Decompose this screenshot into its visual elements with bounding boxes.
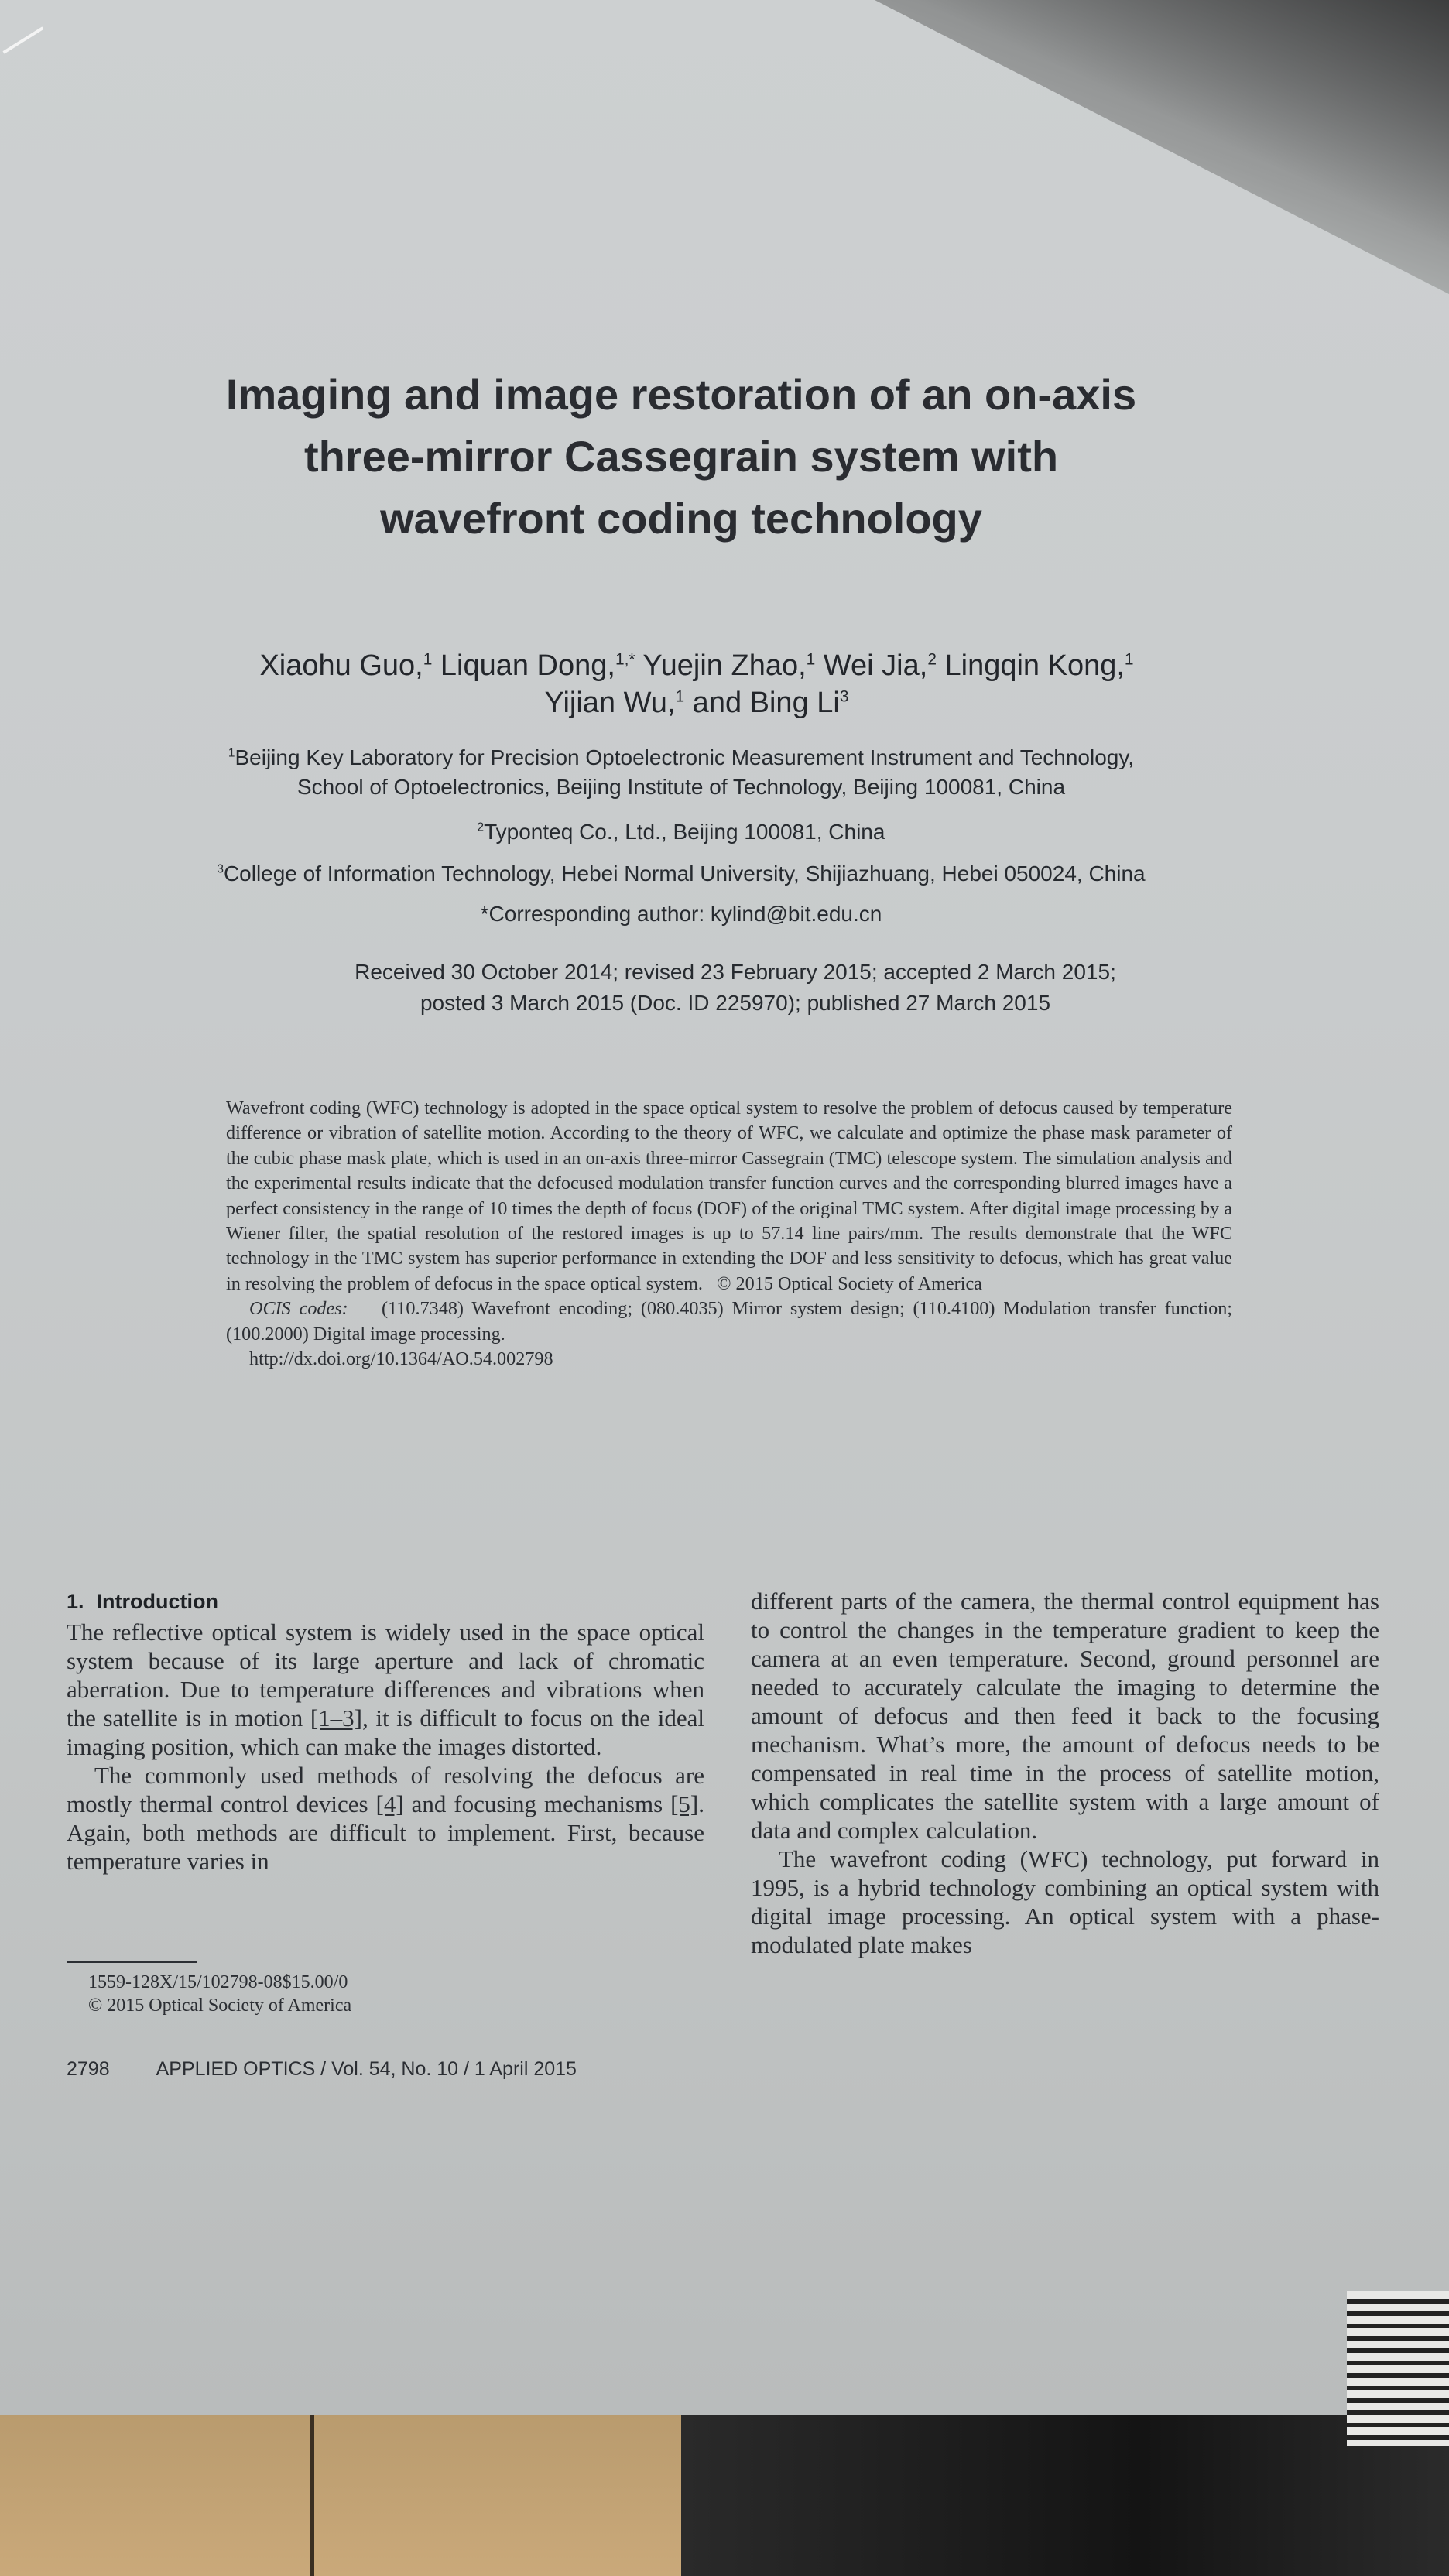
affiliation-marker: 2 (927, 650, 937, 669)
desk-dark-object (681, 2415, 1449, 2576)
title-line: wavefront coding technology (380, 494, 982, 543)
footnote-line: © 2015 Optical Society of America (88, 1995, 352, 2016)
abstract-text: Wavefront coding (WFC) technology is adopted in the space optical system to resolve the problem of defocus caused by temperature difference or vibration of satellite motion. According to the theory of WFC, we calculate and optimize the phase mask parameter of the cubic phase mask plate, which is used in an on-axis three-mirror Cassegrain (TMC) telescope system. The simulation analysis and the experimental results indicate that the defocused modulation transfer function curves and the corresponding blurred images have a perfect consistency in the range of 10 times the depth of focus (DOF) of the original TMC system. After digital image processing by a Wiener filter, the spatial resolution of the restored images is up to 57.14 line pairs/mm. The results demonstrate that the WFC technology in the TMC system has superior performance in extending the DOF and less sensitivity to defocus, which has great value in resolving the problem of defocus in the space optical system. (226, 1098, 1232, 1294)
ocis-label: OCIS codes: (249, 1298, 348, 1320)
paper-stack-edges (1347, 2291, 1449, 2446)
author-list (116, 647, 1277, 721)
section-title: Introduction (96, 1590, 218, 1613)
paragraph-text: and focusing mechanisms (403, 1790, 671, 1817)
abstract (226, 1096, 1232, 1372)
intro-paragraph-2 (67, 1761, 704, 1875)
affiliation-marker: 1 (228, 746, 235, 760)
affiliation-marker: 1 (806, 650, 816, 669)
history-line: posted 3 March 2015 (Doc. ID 225970); published 27 March 2015 (420, 991, 1051, 1015)
intro-paragraph-3: The wavefront coding (WFC) technology, put forward in 1995, is a hybrid technology combining an optical system with digital image processing. An optical system with a phase-modulated plate makes (751, 1845, 1379, 1958)
paragraph-text: The commonly used methods of resolving the defocus are mostly thermal control devices (67, 1762, 704, 1817)
affiliation-marker: 1 (675, 687, 685, 706)
author-name: Yijian Wu, (544, 687, 676, 719)
author-name: Yuejin Zhao, (635, 649, 807, 682)
corresponding-author: *Corresponding author: kylind@bit.edu.cn (480, 902, 882, 926)
affiliation-text: Beijing Key Laboratory for Precision Optoelectronic Measurement Instrument and Technology, (235, 745, 1135, 769)
affiliation-text: School of Optoelectronics, Beijing Institute of Technology, Beijing 100081, China (296, 775, 1066, 799)
author-name: Liquan Dong, (432, 649, 615, 682)
paragraph-text: . Again, both methods are difficult to implement. First, because temperature varies in (67, 1790, 704, 1875)
affiliation-marker: 3 (217, 862, 224, 876)
desk-seam (310, 2415, 314, 2576)
footnote-line: 1559-128X/15/102798-08$15.00/0 (88, 1972, 348, 1992)
intro-paragraph-continued: different parts of the camera, the thermal control equipment has to control the changes in the temperature gradient to keep the camera at an even temperature. Second, ground personnel are needed to accurately calculate the imaging to determine the amount of defocus and then feed it back to the focusing mechanism. What’s more, the amount of defocus needs to be compensated in real time in the process of satellite motion, which complicates the satellite system with a large amount of data and complex calculation. (751, 1588, 1379, 1844)
intro-paragraph-1 (67, 1618, 704, 1761)
author-name: Xiaohu Guo, (259, 649, 423, 682)
affiliation-2 (101, 817, 1262, 847)
affiliation-marker: 2 (477, 820, 485, 834)
affiliation-1 (101, 743, 1262, 802)
doi-link[interactable]: http://dx.doi.org/10.1364/AO.54.002798 (249, 1348, 553, 1370)
history-line: Received 30 October 2014; revised 23 February 2015; accepted 2 March 2015; (355, 960, 1116, 984)
publication-history (101, 957, 1370, 1019)
footnote-rule (67, 1961, 197, 1963)
citation-link[interactable]: [1–3] (310, 1704, 362, 1732)
abstract-copyright: © 2015 Optical Society of America (717, 1273, 982, 1294)
paragraph-text: The reflective optical system is widely used in the space optical system because of its large aperture and lack of chromatic aberration. Due to temperature differences and vibrations when the satellite is in motion (67, 1619, 704, 1732)
affiliation-text: Typonteq Co., Ltd., Beijing 100081, China (484, 820, 886, 844)
author-name: Lingqin Kong, (936, 649, 1125, 682)
author-line (116, 647, 1277, 684)
affiliation-marker: 3 (839, 687, 849, 706)
title-line: three-mirror Cassegrain system with (303, 432, 1059, 481)
paragraph-text: , it is difficult to focus on the ideal imaging position, which can make the images distorted. (67, 1704, 705, 1760)
left-column (67, 1588, 704, 1875)
author-name: Wei Jia, (815, 649, 928, 682)
affiliation-3 (101, 859, 1262, 889)
journal-citation: APPLIED OPTICS / Vol. 54, No. 10 / 1 April 2015 (156, 2058, 577, 2080)
section-heading (67, 1588, 704, 1615)
section-number: 1. (67, 1590, 84, 1613)
ocis-text: (110.7348) Wavefront encoding; (080.4035) Mirror system design; (110.4100) Modulation transfer function; (100.2000) Digital image processing. (226, 1298, 1233, 1345)
affiliation-text: College of Information Technology, Hebei Normal University, Shijiazhuang, Hebei 050024, China (223, 862, 1146, 886)
ocis-codes (226, 1297, 1232, 1347)
running-footer (67, 2057, 763, 2081)
page-number: 2798 (67, 2058, 110, 2080)
title-line: Imaging and image restoration of an on-axis (225, 370, 1137, 419)
footnote (88, 1971, 630, 2017)
citation-link[interactable]: [5] (670, 1790, 699, 1817)
abstract-body (226, 1096, 1232, 1297)
author-line (116, 684, 1277, 721)
author-name: and Bing Li (684, 687, 840, 719)
right-column (751, 1587, 1379, 1959)
paper-title (101, 364, 1262, 550)
affiliation-marker: 1,* (615, 650, 635, 669)
citation-link[interactable]: [4] (375, 1790, 404, 1817)
affiliation-marker: 1 (1124, 650, 1134, 669)
affiliation-marker: 1 (423, 650, 433, 669)
